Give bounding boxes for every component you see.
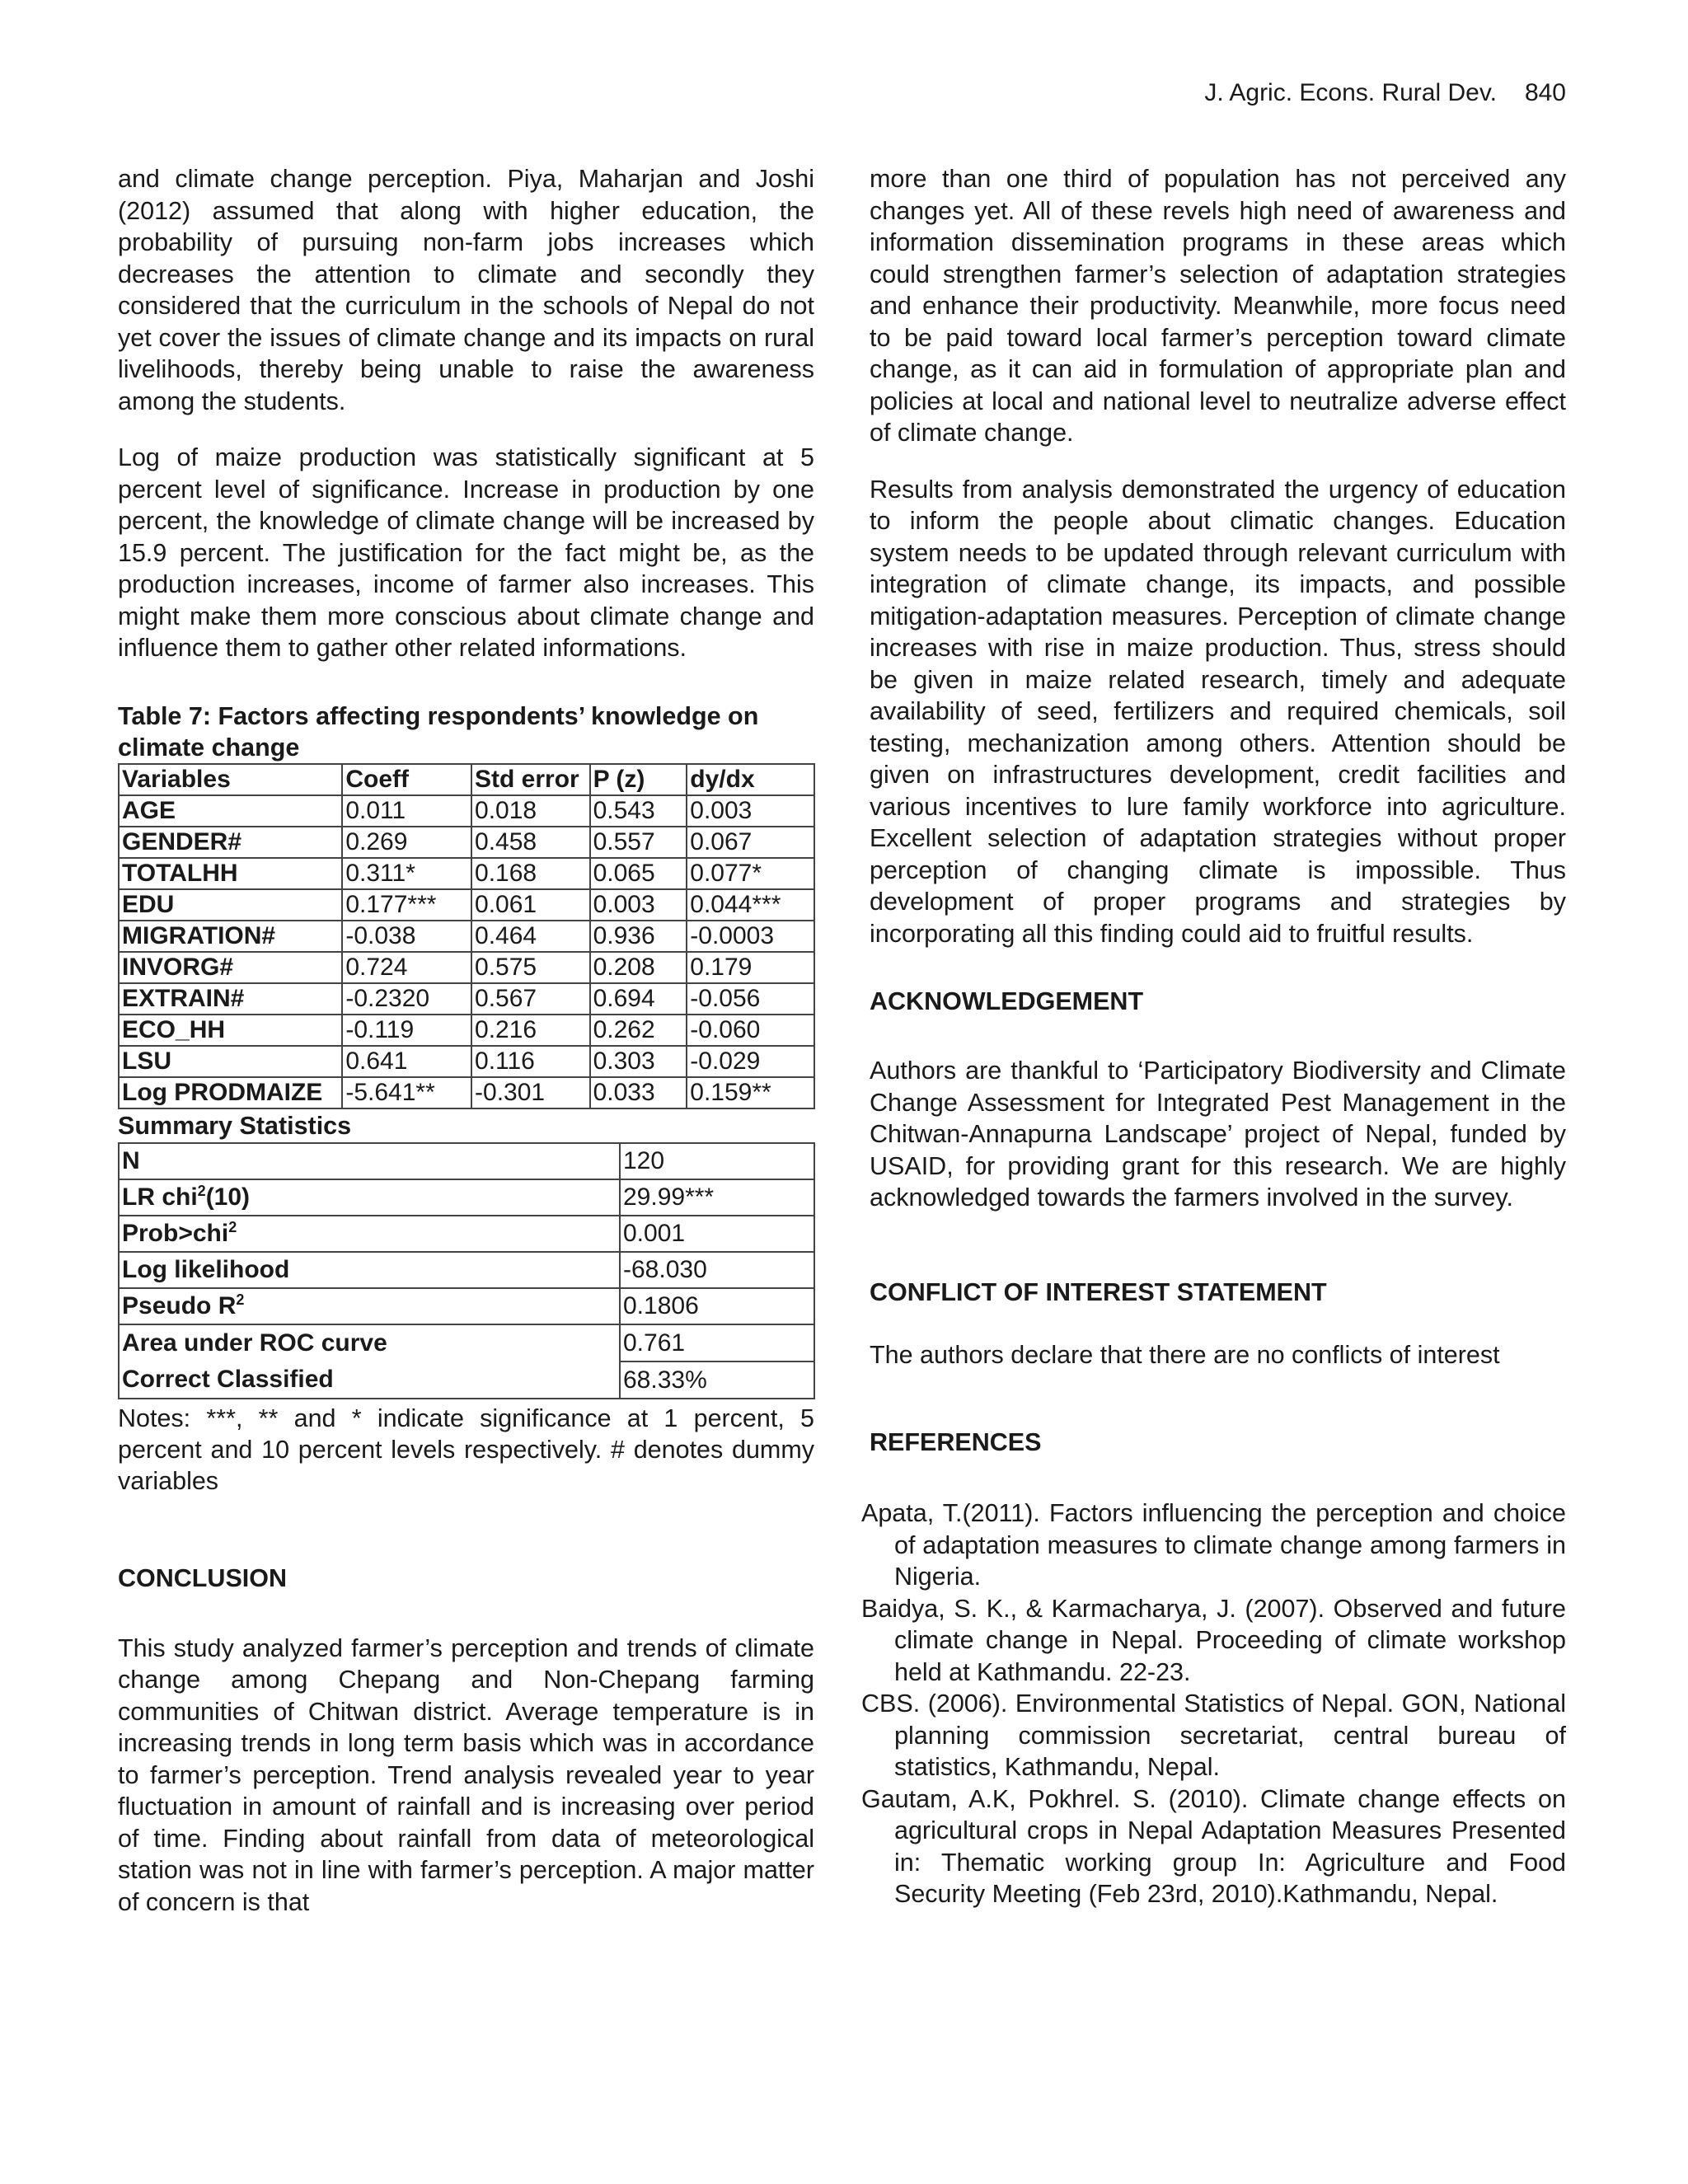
summary-table xyxy=(118,1142,815,1399)
section-heading: ACKNOWLEDGEMENT xyxy=(870,987,1144,1015)
summary-value: 0.1806 xyxy=(620,1288,814,1324)
summary-label xyxy=(119,1324,620,1399)
reference-item: Baidya, S. K., & Karmacharya, J. (2007). Observed and future climate change in Nepal. Proceeding of climate workshop held at Kathmandu. 22-23. xyxy=(861,1594,1566,1686)
page-number: 840 xyxy=(1524,79,1566,106)
variable-cell: TOTALHH xyxy=(119,858,342,889)
table-cell: 0.065 xyxy=(590,858,687,889)
paragraph: Log of maize production was statistically significant at 5 percent level of significance. Increase in production by one percent, the knowledge of climate change will be increased by 15.9 percent. The justification for the fact might be, as the production increases, income of farmer also increases. This might make them more conscious about climate change and influence them to gather other related informations. xyxy=(118,443,814,662)
table-cell: 0.159** xyxy=(687,1077,814,1108)
table-row xyxy=(119,858,814,889)
table-cell: -0.2320 xyxy=(342,983,471,1015)
running-header xyxy=(1137,79,1566,107)
variable-cell: INVORG# xyxy=(119,952,342,983)
table-cell: 0.003 xyxy=(687,795,814,827)
superscript: 2 xyxy=(236,1291,245,1308)
table-row xyxy=(119,1077,814,1108)
table-cell: 0.724 xyxy=(342,952,471,983)
table-cell: 0.116 xyxy=(471,1046,590,1077)
table-cell: 0.557 xyxy=(590,827,687,858)
superscript: 2 xyxy=(197,1182,206,1199)
table-cell: 0.208 xyxy=(590,952,687,983)
table-cell: 0.033 xyxy=(590,1077,687,1108)
table-cell: 0.269 xyxy=(342,827,471,858)
table-cell: -0.301 xyxy=(471,1077,590,1108)
table-cell: 0.303 xyxy=(590,1046,687,1077)
label-text: Prob>chi xyxy=(122,1219,229,1247)
reference-list xyxy=(861,1497,1566,1910)
table-cell: 0.018 xyxy=(471,795,590,827)
table-row xyxy=(119,1324,814,1399)
superscript: 2 xyxy=(228,1218,237,1235)
table-cell: 0.168 xyxy=(471,858,590,889)
table-cell: -0.056 xyxy=(687,983,814,1015)
table-cell: 0.067 xyxy=(687,827,814,858)
paragraph: This study analyzed farmer’s perception and trends of climate change among Chepang and Non-Chepang farming communities of Chitwan district. Average temperature is in increasing trends in long term basis which was in accordance to farmer’s perception. Trend analysis revealed year to year fluctuation in amount of rainfall and is increasing over period of time. Finding about rainfall from data of meteorological station was not in line with farmer’s perception. A major matter of concern is that xyxy=(118,1633,814,1916)
summary-label xyxy=(119,1288,620,1324)
paragraph: The authors declare that there are no conflicts of interest xyxy=(870,1340,1500,1369)
table-cell: 0.061 xyxy=(471,889,590,921)
summary-label: N xyxy=(119,1143,620,1179)
column-header: Std error xyxy=(471,764,590,795)
table-cell: 0.567 xyxy=(471,983,590,1015)
summary-label xyxy=(119,1216,620,1252)
table-cell: 0.936 xyxy=(590,921,687,952)
table-header-row xyxy=(119,764,814,795)
summary-label xyxy=(119,1179,620,1216)
table-cell: -0.029 xyxy=(687,1046,814,1077)
table-row xyxy=(119,952,814,983)
paragraph: more than one third of population has not perceived any changes yet. All of these revels high need of awareness and information dissemination programs in these areas which could strengthen farmer’s selection of adaptation strategies and enhance their productivity. Meanwhile, more focus need to be paid toward local farmer’s perception toward climate change, as it can aid in formulation of appropriate plan and policies at local and national level to neutralize adverse effect of climate change. xyxy=(870,165,1566,447)
column-header: dy/dx xyxy=(687,764,814,795)
summary-value: 120 xyxy=(620,1143,814,1179)
table-caption: Table 7: Factors affecting respondents’ knowledge on climate change xyxy=(118,701,759,762)
section-heading: CONCLUSION xyxy=(118,1563,288,1592)
column-header: Coeff xyxy=(342,764,471,795)
column-header: Variables xyxy=(119,764,342,795)
paragraph: Results from analysis demonstrated the urgency of education to inform the people about climatic changes. Education system needs to be updated through relevant curriculum with integration of climate change, its impacts, and possible mitigation-adaptation measures. Perception of climate change increases with rise in maize production. Thus, stress should be given in maize related research, timely and adequate availability of seed, fertilizers and required chemicals, soil testing, mechanization among others. Attention should be given on infrastructures development, credit facilities and various incentives to lure family workforce into agriculture. Excellent selection of adaptation strategies without proper perception of changing climate is impossible. Thus development of proper programs and strategies by incorporating all this finding could aid to fruitful results. xyxy=(870,475,1566,948)
regression-table xyxy=(118,763,815,1109)
label-suffix: (10) xyxy=(205,1183,251,1211)
table-cell: 0.575 xyxy=(471,952,590,983)
variable-cell: LSU xyxy=(119,1046,342,1077)
table-cell: 0.216 xyxy=(471,1015,590,1046)
table-row xyxy=(119,1046,814,1077)
table-cell: 0.694 xyxy=(590,983,687,1015)
label-text: Pseudo R xyxy=(122,1291,237,1319)
table-notes: Notes: ***, ** and * indicate significance at 1 percent, 5 percent and 10 percent levels respectively. # denotes dummy variables xyxy=(118,1404,814,1495)
paragraph: and climate change perception. Piya, Maharjan and Joshi (2012) assumed that along with higher education, the probability of pursuing non-farm jobs increases which decreases the attention to climate and secondly they considered that the curriculum in the schools of Nepal do not yet cover the issues of climate change and its impacts on rural livelihoods, thereby being unable to raise the awareness among the students. xyxy=(118,165,814,415)
summary-value xyxy=(620,1324,814,1399)
table-cell: 0.458 xyxy=(471,827,590,858)
paragraph: Authors are thankful to ‘Participatory Biodiversity and Climate Change Assessment for Integrated Pest Management in the Chitwan-Annapurna Landscape’ project of Nepal, funded by USAID, for providing grant for this research. We are highly acknowledged towards the farmers involved in the survey. xyxy=(870,1057,1566,1212)
table-row xyxy=(119,889,814,921)
table-cell: 0.077* xyxy=(687,858,814,889)
variable-cell: GENDER# xyxy=(119,827,342,858)
left-column xyxy=(118,163,814,1943)
reference-item: Gautam, A.K, Pokhrel. S. (2010). Climate change effects on agricultural crops in Nepal Adaptation Measures Presented in: Thematic working group In: Agriculture and Food Security Meeting (Feb 23rd, 2010).Kathmandu, Nepal. xyxy=(861,1784,1566,1908)
variable-cell: Log PRODMAIZE xyxy=(119,1077,342,1108)
table-row xyxy=(119,795,814,827)
summary-title: Summary Statistics xyxy=(118,1111,352,1140)
variable-cell: EDU xyxy=(119,889,342,921)
label-text: Area under ROC curve xyxy=(122,1329,387,1357)
table-row xyxy=(119,921,814,952)
table-cell: -0.0003 xyxy=(687,921,814,952)
table-cell: -0.038 xyxy=(342,921,471,952)
section-heading: CONFLICT OF INTEREST STATEMENT xyxy=(870,1277,1327,1306)
table-row xyxy=(119,1143,814,1179)
table-row xyxy=(119,1179,814,1216)
table-cell: 0.044*** xyxy=(687,889,814,921)
reference-item: Apata, T.(2011). Factors influencing the perception and choice of adaptation measures to climate change among farmers in Nigeria. xyxy=(861,1499,1566,1591)
label-text: Correct Classified xyxy=(122,1365,334,1393)
label-text: LR chi xyxy=(122,1183,198,1211)
table-row xyxy=(119,1015,814,1046)
variable-cell: ECO_HH xyxy=(119,1015,342,1046)
reference-item: CBS. (2006). Environmental Statistics of Nepal. GON, National planning commission secretariat, central bureau of statistics, Kathmandu, Nepal. xyxy=(861,1690,1566,1781)
summary-label: Log likelihood xyxy=(119,1252,620,1288)
table-row xyxy=(119,983,814,1015)
variable-cell: MIGRATION# xyxy=(119,921,342,952)
journal-name: J. Agric. Econs. Rural Dev. xyxy=(1204,79,1497,106)
table-cell: 0.179 xyxy=(687,952,814,983)
table-row xyxy=(119,1216,814,1252)
summary-value: 0.001 xyxy=(620,1216,814,1252)
table-cell: 0.262 xyxy=(590,1015,687,1046)
summary-value: 68.33% xyxy=(623,1366,707,1394)
summary-value: -68.030 xyxy=(620,1252,814,1288)
section-heading: REFERENCES xyxy=(870,1428,1042,1456)
table-cell: -0.060 xyxy=(687,1015,814,1046)
table-row xyxy=(119,1288,814,1324)
table-cell: 0.641 xyxy=(342,1046,471,1077)
table-cell: -0.119 xyxy=(342,1015,471,1046)
table-cell: 0.177*** xyxy=(342,889,471,921)
table-cell: 0.011 xyxy=(342,795,471,827)
table-cell: 0.311* xyxy=(342,858,471,889)
table-row xyxy=(119,827,814,858)
summary-value: 29.99*** xyxy=(620,1179,814,1216)
variable-cell: EXTRAIN# xyxy=(119,983,342,1015)
table-row xyxy=(119,1252,814,1288)
table-cell: -5.641** xyxy=(342,1077,471,1108)
variable-cell: AGE xyxy=(119,795,342,827)
table-cell: 0.543 xyxy=(590,795,687,827)
table-cell: 0.464 xyxy=(471,921,590,952)
column-header: P (z) xyxy=(590,764,687,795)
right-column xyxy=(861,163,1566,1910)
summary-value: 0.761 xyxy=(621,1325,814,1362)
table-cell: 0.003 xyxy=(590,889,687,921)
